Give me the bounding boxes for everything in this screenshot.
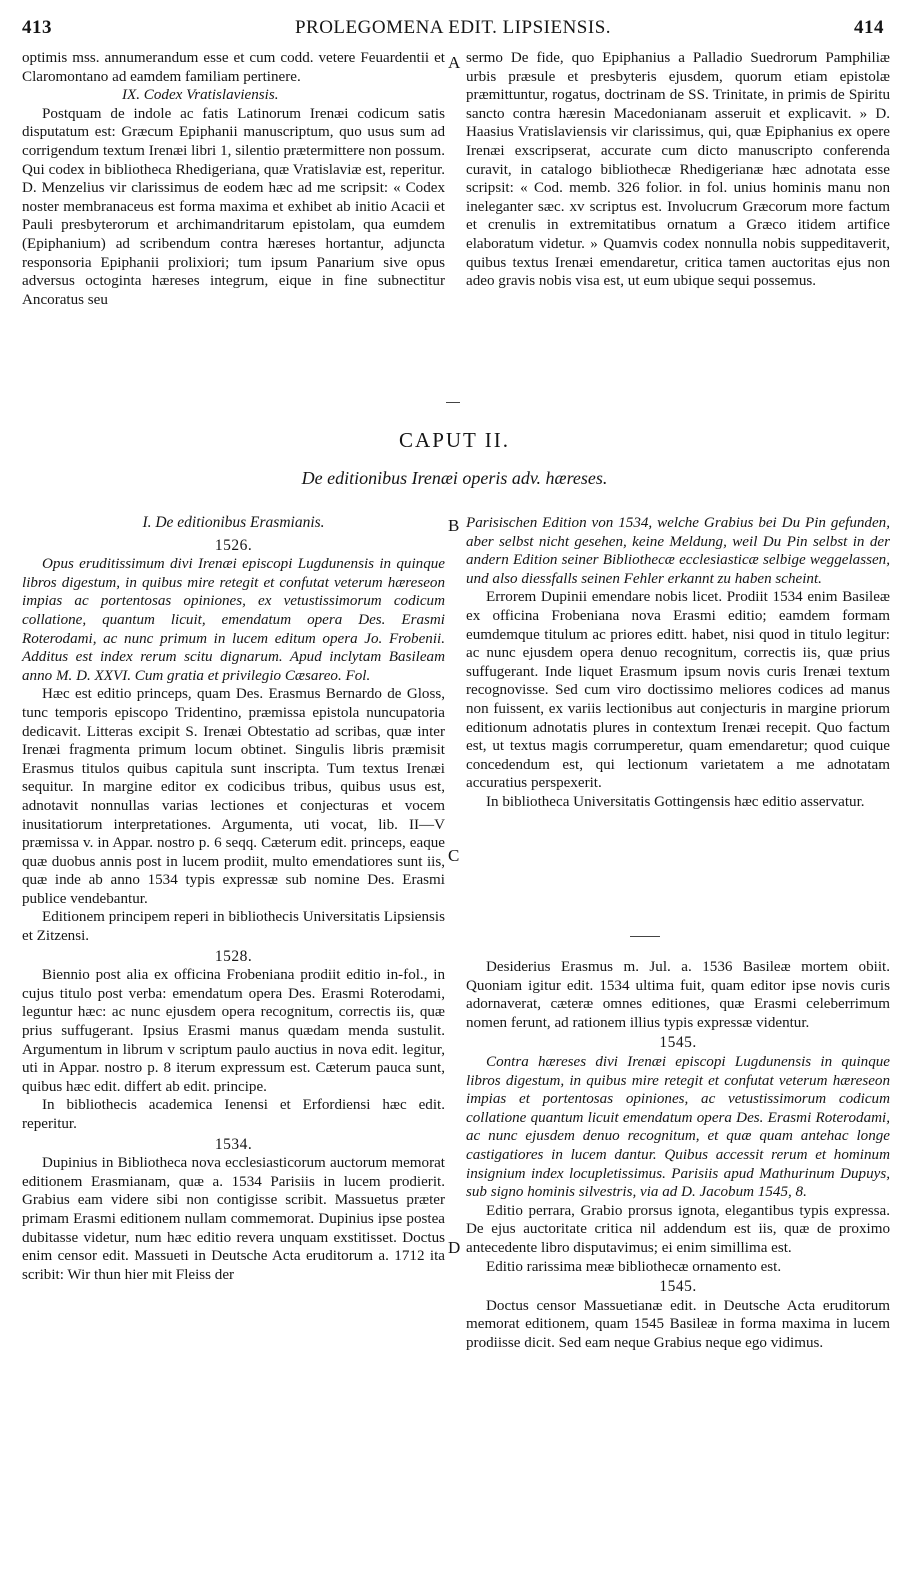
bottom-left-column bbox=[22, 514, 445, 1284]
paragraph: Errorem Dupinii emendare nobis licet. Prodiit 1534 enim Basileæ ex officina Frobeniana nova Erasmi editio; eamdem formam eumdemque titulum ac priores editt. habet, nisi quod in titulo legitur: ac nunc ejusdem opera denuo recognitum, correctis iis, quæ prius suffugerant. Inde liquet Erasmum ipsum novis curis Irenæi textum recognovisse. Sed cum viro doctissimo meliores codices ad manus non fuissent, ex variis lectionibus aut conjecturis in margine priorum editionum adnotatis plures in contextum Irenæi recepit. Quo factum est, ut textus magis corrumperetur, quam emendaretur; quod cuique concedendum est, qui lectionum varietatem a me adnotatam accuratius perspexerit. bbox=[466, 589, 890, 792]
chapter-title: CAPUT II. bbox=[399, 428, 510, 452]
chapter-subtitle: De editionibus Irenæi operis adv. hæreses. bbox=[301, 468, 608, 488]
top-right-column bbox=[466, 49, 890, 291]
page-number-left: 413 bbox=[22, 17, 52, 38]
margin-mark-d: D bbox=[448, 1238, 461, 1257]
top-left-column bbox=[22, 49, 445, 309]
divider bbox=[446, 402, 460, 403]
divider bbox=[630, 936, 660, 937]
edition-title: Opus eruditissimum divi Irenæi episcopi Lugdunensis in quinque libros digestum, in quibus mire retegit et confutat veterum hæreseon impias ac portentosas opiniones, ex vetustissimorum codicum collatione, quantum licuit, emendatum opera Des. Erasmi Roterodami, ac nunc primum in lucem editum opera Jo. Frobenii. Additus est index rerum scitu dignarum. Apud inclytam Basileam anno M. D. XXVI. Cum gratia et privilegio Cæsareo. Fol. bbox=[22, 556, 445, 684]
paragraph: Editio rarissima meæ bibliothecæ ornamento est. bbox=[486, 1258, 782, 1275]
bottom-right-column bbox=[466, 514, 890, 812]
section-title: IX. Codex Vratislaviensis. bbox=[122, 87, 279, 104]
running-title: PROLEGOMENA EDIT. LIPSIENSIS. bbox=[294, 17, 612, 38]
paragraph: Biennio post alia ex officina Frobeniana prodiit editio in-fol., in cujus titulo post verba: emendatum opera Des. Erasmi Roterodami, leguntur hæc: ac nunc ejusdem opera recognitum, correctis iis, quæ prius suffugerant. Ipsius Erasmi manus quædam menda sustulit. Argumentum in librum v scriptum paulo auctius in nova edit. legitur, uti in Appar. nostro p. 8 iterum expressum est. Cæterum pauca sunt, quibus hæc edit. differt ab edit. principe. bbox=[22, 967, 445, 1095]
paragraph: Parisischen Edition von 1534, welche Grabius bei Du Pin gefunden, aber selbst nicht gesehen, keine Meldung, weil Du Pin selbst in der andern Edition seiner Bibliothecæ ecclesiasticæ selbige weggelassen, und also diessfalls seinen Fehler erkannt zu haben scheint. bbox=[466, 515, 890, 587]
page-number-right: 414 bbox=[854, 17, 884, 38]
paragraph: Desiderius Erasmus m. Jul. a. 1536 Basileæ mortem obiit. Quoniam igitur edit. 1534 ultima fuit, quam editor ipse novis curis adornaverat, cæteræ omnes editiones, quæ Erasmi celeberrimum nomen ferunt, ad rationem illius typis expressæ videntur. bbox=[466, 959, 890, 1031]
margin-mark-c: C bbox=[448, 846, 460, 865]
paragraph: Doctus censor Massuetianæ edit. in Deutsche Acta eruditorum memorat editionem, quam 1545 Basileæ in forma maxima in lucem prodiisse dicit. Sed eam neque Grabius neque ego vidimus. bbox=[466, 1297, 890, 1351]
year-heading: 1545. bbox=[659, 1278, 697, 1296]
paragraph: optimis mss. annumerandum esse et cum codd. vetere Feuardentii et Claromontano ad eamdem familiam pertinere. bbox=[22, 50, 445, 85]
paragraph: Editio perrara, Grabio prorsus ignota, elegantibus typis expressa. De ejus auctoritate critica nil addendum est iis, quæ de proximo antecedente libro disputavimus; ei enim simillima est. bbox=[466, 1202, 890, 1256]
paragraph: Hæc est editio princeps, quam Des. Erasmus Bernardo de Gloss, tunc temporis episcopo Tridentino, præmissa epistola nuncupatoria dedicavit. Litteras excipit S. Irenæi Obtestatio ad scribas, quæ inter Irenæi fragmenta primum locum obtinet. Singulis libris præmisit Erasmus titulos quibus capitula sunt inscripta. Tum textus Irenæi sequitur. In margine editor ex codicibus tribus, quibus usus est, adnotavit nonnullas varias lectiones et conjecturas et vocem inusitatiorum interpretationes. Argumenta, uti vocat, lib. II—V præmissa v. in Appar. nostro p. 6 seqq. Cæterum edit. princeps, eaque quæ duobus annis post in lucem prodiit, multo emendatiores sunt iis, quæ inde ab anno 1534 typis expressæ sub nomine Des. Erasmi publice vendebantur. bbox=[22, 686, 445, 907]
margin-mark-a: A bbox=[448, 53, 461, 72]
edition-title: Contra hæreses divi Irenæi episcopi Lugdunensis in quinque libros digestum, in quibus mire retegit et confutat veterum hæreseon impias et portentosas opiniones, ac vetustissimorum codicum collatione quantum licuit emendatum opera Des. Erasmi Roterodami, ac nunc ejusdem denuo recognitum, et quæ quam antehac longe castigatiores in lucem dantur. Quibus accessit rerum et hominum insignium index locupletissimus. Parisiis apud Mathurinum Dupuys, sub signo hominis silvestris, via ad D. Jacobum 1545, 8. bbox=[466, 1053, 890, 1201]
paragraph: Postquam de indole ac fatis Latinorum Irenæi codicum satis disputatum est: Græcum Epiphanii manuscriptum, quo usus sum ad corrigendum textum Irenæi libri 1, silentio prætermittere non possum. Qui codex in bibliotheca Rhedigeriana, quæ Vratislaviæ est, reperitur. D. Menzelius vir clarissimus de eodem hæc ad me scripsit: « Codex noster membranaceus est forma maxima et exhibet ab initio Acacii et Pauli presbyterorum et archimandritarum epistolam, qua eumdem (Epiphanium) ad scribendum contra hæreses hortantur, adjuncta responsoria Epiphanii prolixiori; tum ipsum Panarium sive opus adversus octoginta hæreses integrum, eique in fine subnectitur Ancoratus seu bbox=[22, 105, 445, 308]
margin-mark-b: B bbox=[448, 516, 460, 535]
paragraph: Editionem principem reperi in bibliothecis Universitatis Lipsiensis et Zitzensi. bbox=[22, 909, 445, 945]
year-heading: 1528. bbox=[214, 947, 253, 965]
running-head bbox=[22, 17, 884, 43]
year-heading: 1526. bbox=[214, 536, 253, 554]
paragraph: In bibliothecis academica Ienensi et Erfordiensi hæc edit. reperitur. bbox=[22, 1097, 445, 1132]
paragraph: sermo De fide, quo Epiphanius a Palladio Suedrorum Pamphiliæ urbis præsule et presbyteris ejusdem, quorum etiam epistolæ præmittuntur, rogatus, doctrinam de SS. Trinitate, in primis de Spiritu sancto contra hæresin Macedonianam asseruit et explicavit. » D. Haasius Vratislaviensis vir clarissimus, qui, quæ Epiphanius ex opere Irenæi exscripserat, accurate cum dicto manuscripto conferenda curavit, in catalogo bibliothecæ Rhedigerianæ hæc adnotata esse scripsit: « Cod. memb. 326 folior. in fol. unius hominis manu non ineleganter sæc. xv scriptus est. Involucrum Græcorum more factum et crenulis in extremitatibus ornatum a Græco itidem artifice elaboratum videtur. » Quamvis codex nonnulla nobis suppeditaverit, quibus textus Irenæi emendaretur, critica tamen auctoritas ejus non adeo gravis nobis visa est, ut eum ubique sequi possemus. bbox=[466, 50, 890, 290]
bottom-right-column-continued bbox=[466, 958, 890, 1352]
paragraph: Dupinius in Bibliotheca nova ecclesiasticorum auctorum memorat editionem Erasmianam, quæ a. 1534 Parisiis in lucem prodierit. Grabius eam videre sibi non contigisse scribit. Massuetus præter primam Erasmi editionem nullam commemorat. Dupinius ipse postea dubitasse videtur, num hæc editio revera unquam exstitisset. Doctus enim censor edit. Massueti in Deutsche Acta eruditorum a. 1712 ita scribit: Wir thun hier mit Fleiss der bbox=[22, 1155, 445, 1283]
year-heading: 1545. bbox=[659, 1034, 697, 1052]
year-heading: 1534. bbox=[214, 1135, 253, 1153]
section-title: I. De editionibus Erasmianis. bbox=[142, 514, 325, 531]
paragraph: In bibliotheca Universitatis Gottingensis hæc editio asservatur. bbox=[486, 793, 865, 810]
